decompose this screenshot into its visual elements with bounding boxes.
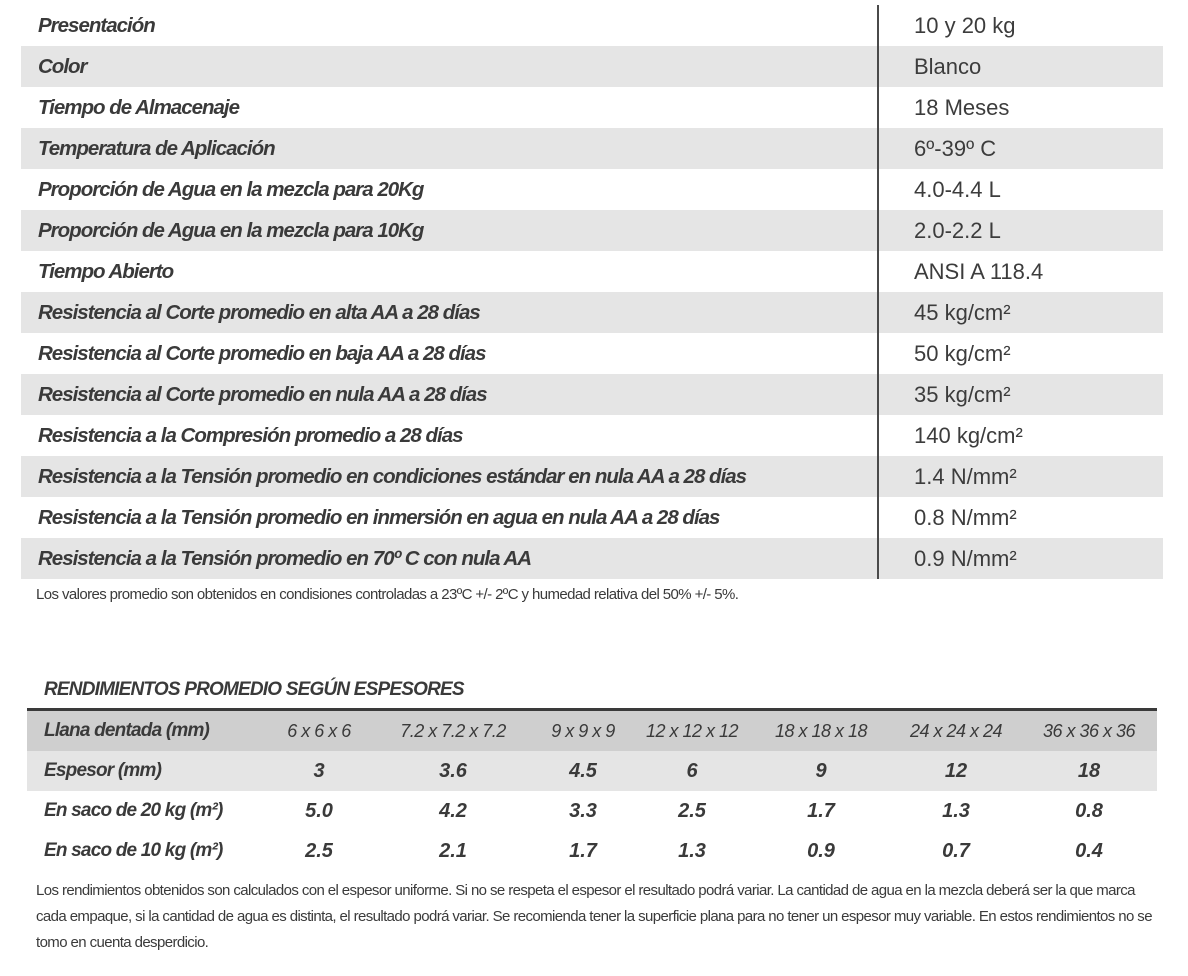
yield-row-20kg [27,791,1157,831]
spec-label: Presentación [38,13,155,37]
spec-value: 18 Meses [914,94,1010,120]
yield-cell: 5.0 [305,799,333,822]
spec-label: Proporción de Agua en la mezcla para 20Kg [38,177,424,201]
thickness-cell: 6 [686,759,698,782]
spec-row [21,210,1163,251]
trowel-size-cell: 12 x 12 x 12 [645,720,739,741]
spec-value: 2.0-2.2 L [914,217,1001,243]
yield-cell: 0.7 [942,839,970,862]
spec-label: Resistencia a la Tensión promedio en 70º C con nula AA [38,546,532,570]
spec-label: Resistencia a la Tensión promedio en condiciones estándar en nula AA a 28 días [38,464,747,488]
spec-value: 35 kg/cm² [914,381,1011,407]
trowel-size-cell: 7.2 x 7.2 x 7.2 [400,720,506,741]
spec-value: ANSI A 118.4 [914,258,1044,284]
yield-cell: 2.1 [439,839,467,862]
spec-row [21,251,1163,292]
spec-value: 4.0-4.4 L [914,176,1001,202]
spec-label: Resistencia al Corte promedio en nula AA a 28 días [38,382,487,406]
spec-label: Resistencia a la Tensión promedio en inmersión en agua en nula AA a 28 días [38,505,720,529]
spec-value: 0.9 N/mm² [914,545,1017,571]
yield-table [27,708,1157,871]
yield-cell: 1.3 [678,839,706,862]
spec-value: 45 kg/cm² [914,299,1011,325]
spec-label: Proporción de Agua en la mezcla para 10Kg [38,218,424,242]
yield-cell: 1.7 [569,839,597,862]
spec-row [21,333,1163,374]
yield-header-row [27,711,1157,751]
spec-row [21,538,1163,579]
spec-row [21,497,1163,538]
yield-section-title: RENDIMIENTOS PROMEDIO SEGÚN ESPESORES [44,679,464,700]
yield-cell: 2.5 [305,839,333,862]
spec-value: 0.8 N/mm² [914,504,1017,530]
trowel-size-cell: 24 x 24 x 24 [909,720,1003,741]
yield-cell: 0.9 [807,839,835,862]
yield-cell: 0.8 [1075,799,1103,822]
spec-row [21,128,1163,169]
thickness-cell: 12 [944,759,968,782]
row-label: Espesor (mm) [44,760,162,781]
yield-footnote: Los rendimientos obtenidos son calculados con el espesor uniforme. Si no se respeta el espesor el resultado podrá variar. La cantidad de agua en la mezcla deberá ser la que marca cada empaque, si la cantidad de agua es distinta, el resultado podrá variar. Se recomienda tener la superficie plana para no tener un espesor muy variable. En estos rendimientos no se tomo en cuenta desperdicio. [36,882,1152,951]
thickness-cell: 18 [1077,759,1101,782]
spec-row [21,87,1163,128]
thickness-cell: 3 [313,759,325,782]
yield-cell: 2.5 [678,799,706,822]
spec-label: Temperatura de Aplicación [38,136,275,160]
spec-value: 140 kg/cm² [914,422,1023,448]
yield-cell: 0.4 [1075,839,1103,862]
yield-row-10kg [27,831,1157,871]
spec-row [21,456,1163,497]
row-label: En saco de 20 kg (m²) [44,800,223,821]
spec-value: Blanco [914,53,982,79]
spec-label: Resistencia al Corte promedio en alta AA a 28 días [38,300,480,324]
spec-row [21,46,1163,87]
thickness-cell: 3.6 [439,759,467,782]
spec-label: Tiempo de Almacenaje [38,95,240,119]
trowel-size-cell: 6 x 6 x 6 [287,720,351,741]
specs-table [21,5,1163,579]
trowel-size-cell: 36 x 36 x 36 [1042,720,1136,741]
spec-value: 10 y 20 kg [914,12,1016,38]
trowel-size-cell: 9 x 9 x 9 [551,720,615,741]
spec-value: 6º-39º C [914,135,997,161]
specs-footnote: Los valores promedio son obtenidos en condisiones controladas a 23ºC +/- 2ºC y humedad relativa del 50% +/- 5%. [36,586,739,603]
spec-value: 50 kg/cm² [914,340,1011,366]
row-label: Llana dentada (mm) [44,720,210,741]
spec-row [21,5,1163,46]
thickness-cell: 9 [815,759,827,782]
spec-label: Resistencia a la Compresión promedio a 28 días [38,423,463,447]
yield-cell: 1.7 [807,799,835,822]
spec-label: Color [38,54,87,78]
spec-label: Resistencia al Corte promedio en baja AA a 28 días [38,341,486,365]
spec-row [21,374,1163,415]
spec-value: 1.4 N/mm² [914,463,1017,489]
spec-row [21,292,1163,333]
spec-label: Tiempo Abierto [38,259,174,283]
spec-row [21,415,1163,456]
spec-row [21,169,1163,210]
row-label: En saco de 10 kg (m²) [44,840,223,861]
yield-row-thickness [27,751,1157,791]
yield-cell: 4.2 [439,799,467,822]
trowel-size-cell: 18 x 18 x 18 [774,720,868,741]
yield-cell: 3.3 [569,799,597,822]
thickness-cell: 4.5 [569,759,597,782]
yield-cell: 1.3 [942,799,970,822]
